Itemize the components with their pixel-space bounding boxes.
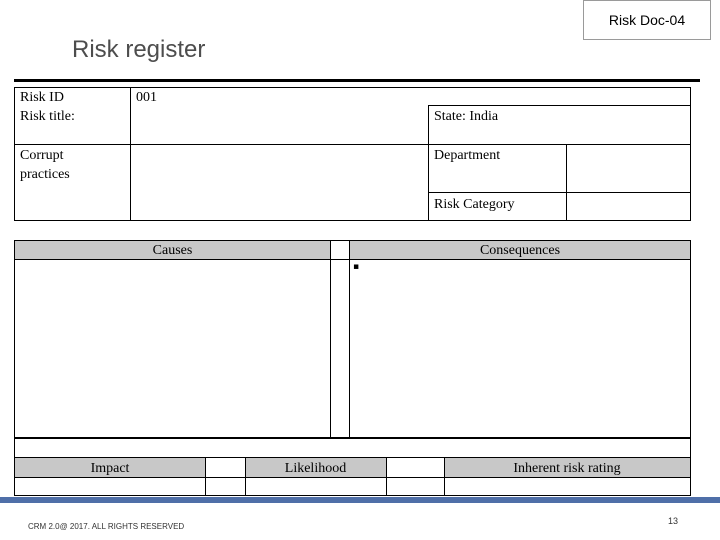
inherent-risk-label: Inherent risk rating [513,461,621,476]
vline-consequences-left [349,240,350,438]
risk-title-value: Corrupt practices [20,148,70,182]
vline-department-value [566,144,567,221]
risk-title-label: Risk title: [20,109,75,124]
vline-assess-3 [386,457,387,496]
hline-department [428,192,691,193]
risk-id-value: 001 [136,90,157,105]
title-rule [14,79,700,82]
hline-assess-top [14,457,691,458]
impact-label: Impact [90,461,130,476]
state-label: State: India [434,109,499,124]
vline-assess-1 [205,457,206,496]
department-label: Department [434,148,501,163]
footer-copyright: CRM 2.0@ 2017. ALL RIGHTS RESERVED [28,522,185,531]
risk-info-table [14,87,691,221]
risk-id-label: Risk ID [20,90,64,105]
page-number: 13 [668,516,679,526]
footer-band [0,497,720,503]
consequences-bullet: ▪ [353,262,360,272]
vline-causes-right [330,240,331,438]
hline-sub-state [428,105,691,106]
doc-tag: Risk Doc-04 [583,0,711,40]
consequences-header: Consequences [479,243,561,258]
causes-header: Causes [152,243,193,258]
vline-left-col [130,87,131,221]
page-title: Risk register [72,36,206,63]
likelihood-label: Likelihood [284,461,347,476]
risk-category-label: Risk Category [434,197,515,212]
hline-row1 [14,144,691,145]
vline-state [428,105,429,221]
